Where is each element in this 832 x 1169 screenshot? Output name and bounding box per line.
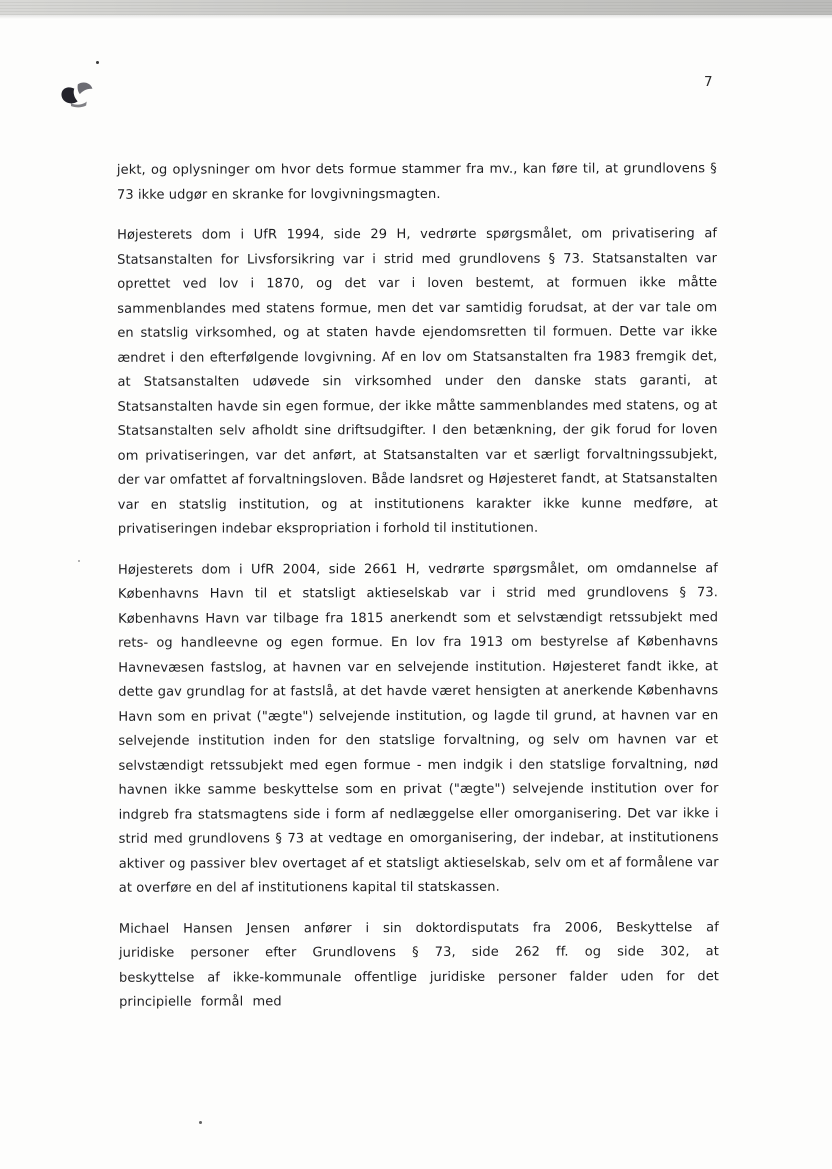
- scanner-artifact-band: [0, 0, 832, 15]
- paragraph-3: Højesterets dom i UfR 2004, side 2661 H, vedrørte spørgsmålet, om omdannelse af Københavns Havn til et statsligt aktieselskab var i strid med grundlovens § 73. Københavns Havn var tilbage fra 1815 anerkendt som et selvstændigt retssubjekt med rets- og handleevne og egen formue. En lov fra 1913 om bestyrelse af Københavns Havnevæsen fastslog, at havnen var en selvejende institution. Højesteret fandt ikke, at dette gav grundlag for at fastslå, at det havde været hensigten at anerkende Københavns Havn som en privat ("ægte") selvejende institution, og lagde til grund, at havnen var en selvejende institution inden for den statslige forvaltning, og selv om havnen var et selvstændigt retssubjekt med egen formue - men indgik i den statslige forvaltning, nød havnen ikke samme beskyttelse som en privat ("ægte") selvejende institution over for indgreb fra statsmagtens side i form af nedlæggelse eller omorganisering. Det var ikke i strid med grundlovens § 73 at vedtage en omorganisering, der indebar, at institutionens aktiver og passiver blev overtaget af et statsligt aktieselskab, selv om et af formålene var at overføre en del af institutionens kapital til statskassen.: [117, 560, 719, 896]
- scan-speck: [78, 560, 80, 562]
- paragraph-2: Højesterets dom i UfR 1994, side 29 H, vedrørte spørgsmålet, om privatisering af Statsanstalten for Livsforsikring var i strid med grundlovens § 73. Statsanstalten var oprettet ved lov i 1870, og det var i loven bestemt, at formuen ikke måtte sammenblandes med statens formue, men det var samtidig forudsat, at der var tale om en statslig virksomhed, og at staten havde ejendomsretten til formuen. Dette var ikke ændret i den efterfølgende lovgivning. Af en lov om Statsanstalten fra 1983 fremgik det, at Statsanstalten udøvede sin virksomhed under den danske stats garanti, at Statsanstalten havde sin egen formue, der ikke måtte sammenblandes med statens, og at Statsanstalten selv afholdt sine driftsudgifter. I den betænkning, der gik forud for loven om privatiseringen, var det anført, at Statsanstalten var et særligt forvaltningssubjekt, der var omfattet af forvaltningsloven. Både landsret og Højesteret fandt, at Statsanstalten var en statslig institution, og at institutionens karakter ikke kunne medføre, at privatiseringen indebar ekspropriation i forhold til institutionen.: [117, 226, 718, 537]
- scan-speck: [199, 1121, 202, 1124]
- logo-mark-icon: [57, 78, 106, 113]
- scanner-artifact-shadow: [0, 15, 832, 19]
- paragraph-4: Michael Hansen Jensen anfører i sin doktordisputats fra 2006, Beskyttelse af juridiske personer efter Grundlovens § 73, side 262 ff. og side 302, at beskyttelse af ikke-kommunale offentlige juridiske personer falder uden for det principielle formål med: [118, 919, 720, 1010]
- document-body: [117, 157, 719, 1031]
- paragraph-1: jekt, og oplysninger om hvor dets formue stammer fra mv., kan føre til, at grundlovens § 73 ikke udgør en skranke for lovgivningsmagten.: [116, 161, 717, 203]
- page-number: 7: [704, 74, 713, 90]
- scan-speck: [96, 61, 99, 64]
- logo-mark: [57, 78, 106, 113]
